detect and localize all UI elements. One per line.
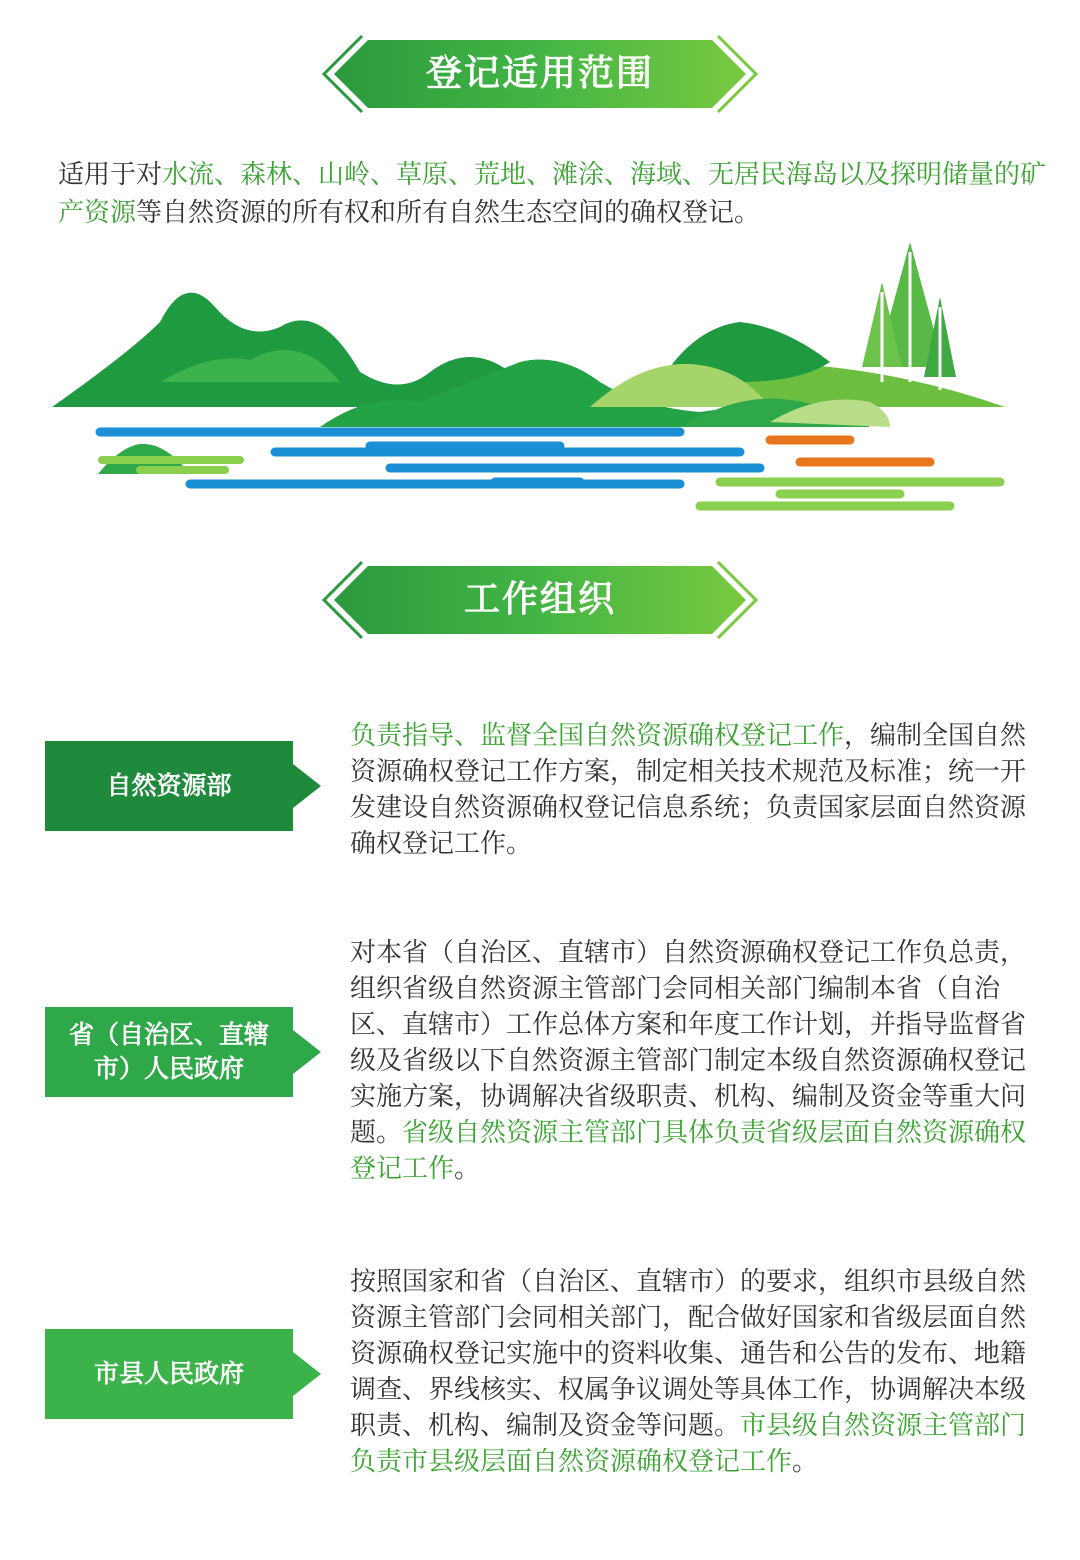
org-desc-province (350, 935, 1040, 1187)
desc-text: 对本省（自治区、直辖市）自然资源确权登记工作负总责，组织省级自然资源主管部门会同相关部门编制本省（自治区、直辖市）工作总体方案和年度工作计划，并指导监督省级及省级以下自然资源主管部门制定本级自然资源确权登记实施方案，协调解决省级职责、机构、编制及资金等重大问题。 (350, 938, 1027, 1148)
intro-suffix: 等自然资源的所有权和所有自然生态空间的确权登记。 (136, 198, 761, 228)
grass-lines (700, 482, 1000, 506)
landscape-illustration-icon (40, 232, 1040, 522)
desc-highlight: 省级自然资源主管部门具体负责省级层面自然资源确权登记工作 (350, 1118, 1027, 1184)
section-title: 工作组织 (463, 579, 616, 620)
desc-end: 。 (792, 1447, 819, 1477)
water-lines (100, 432, 760, 484)
org-label-text: 市县人民政府 (93, 1359, 244, 1388)
arrow-right-icon (293, 1030, 321, 1074)
desc-text: 按照国家和省（自治区、直辖市）的要求，组织市县级自然资源主管部门会同相关部门，配合做好国家和省级层面自然资源确权登记实施中的资料收集、通告和公告的发布、地籍调查、界线核实、权属争议调处等具体工作，协调解决本级职责、机构、编制及资金等问题。 (350, 1267, 1027, 1441)
pine-trees-icon (862, 242, 956, 390)
section-banner-scope (320, 32, 760, 116)
desc-text: ，编制全国自然资源确权登记工作方案，制定相关技术规范及标准；统一开发建设自然资源确权登记信息系统；负责国家层面自然资源确权登记工作。 (350, 721, 1027, 859)
desc-end: 。 (454, 1154, 481, 1184)
scope-paragraph (58, 156, 1048, 232)
org-label-text: 自然资源部 (106, 771, 232, 800)
desc-highlight: 市县级自然资源主管部门负责市县级层面自然资源确权登记工作 (350, 1411, 1027, 1477)
org-desc-ministry (350, 718, 1040, 862)
org-label-city (45, 1329, 293, 1419)
org-label-province (45, 1007, 293, 1097)
arrow-right-icon (293, 1352, 321, 1396)
intro-highlight: 水流、森林、山岭、草原、荒地、滩涂、海域、无居民海岛以及探明储量的矿产资源 (58, 160, 1047, 228)
org-desc-city (350, 1264, 1040, 1480)
org-label-ministry (45, 741, 293, 831)
orange-lines (770, 440, 930, 462)
section-banner-org (320, 558, 760, 642)
intro-prefix: 适用于对 (58, 160, 163, 190)
section-title: 登记适用范围 (425, 53, 654, 94)
org-label-text: 省（自治区、直辖市）人民政府 (68, 1020, 269, 1083)
arrow-right-icon (293, 764, 321, 808)
desc-highlight: 负责指导、监督全国自然资源确权登记工作 (350, 721, 845, 751)
